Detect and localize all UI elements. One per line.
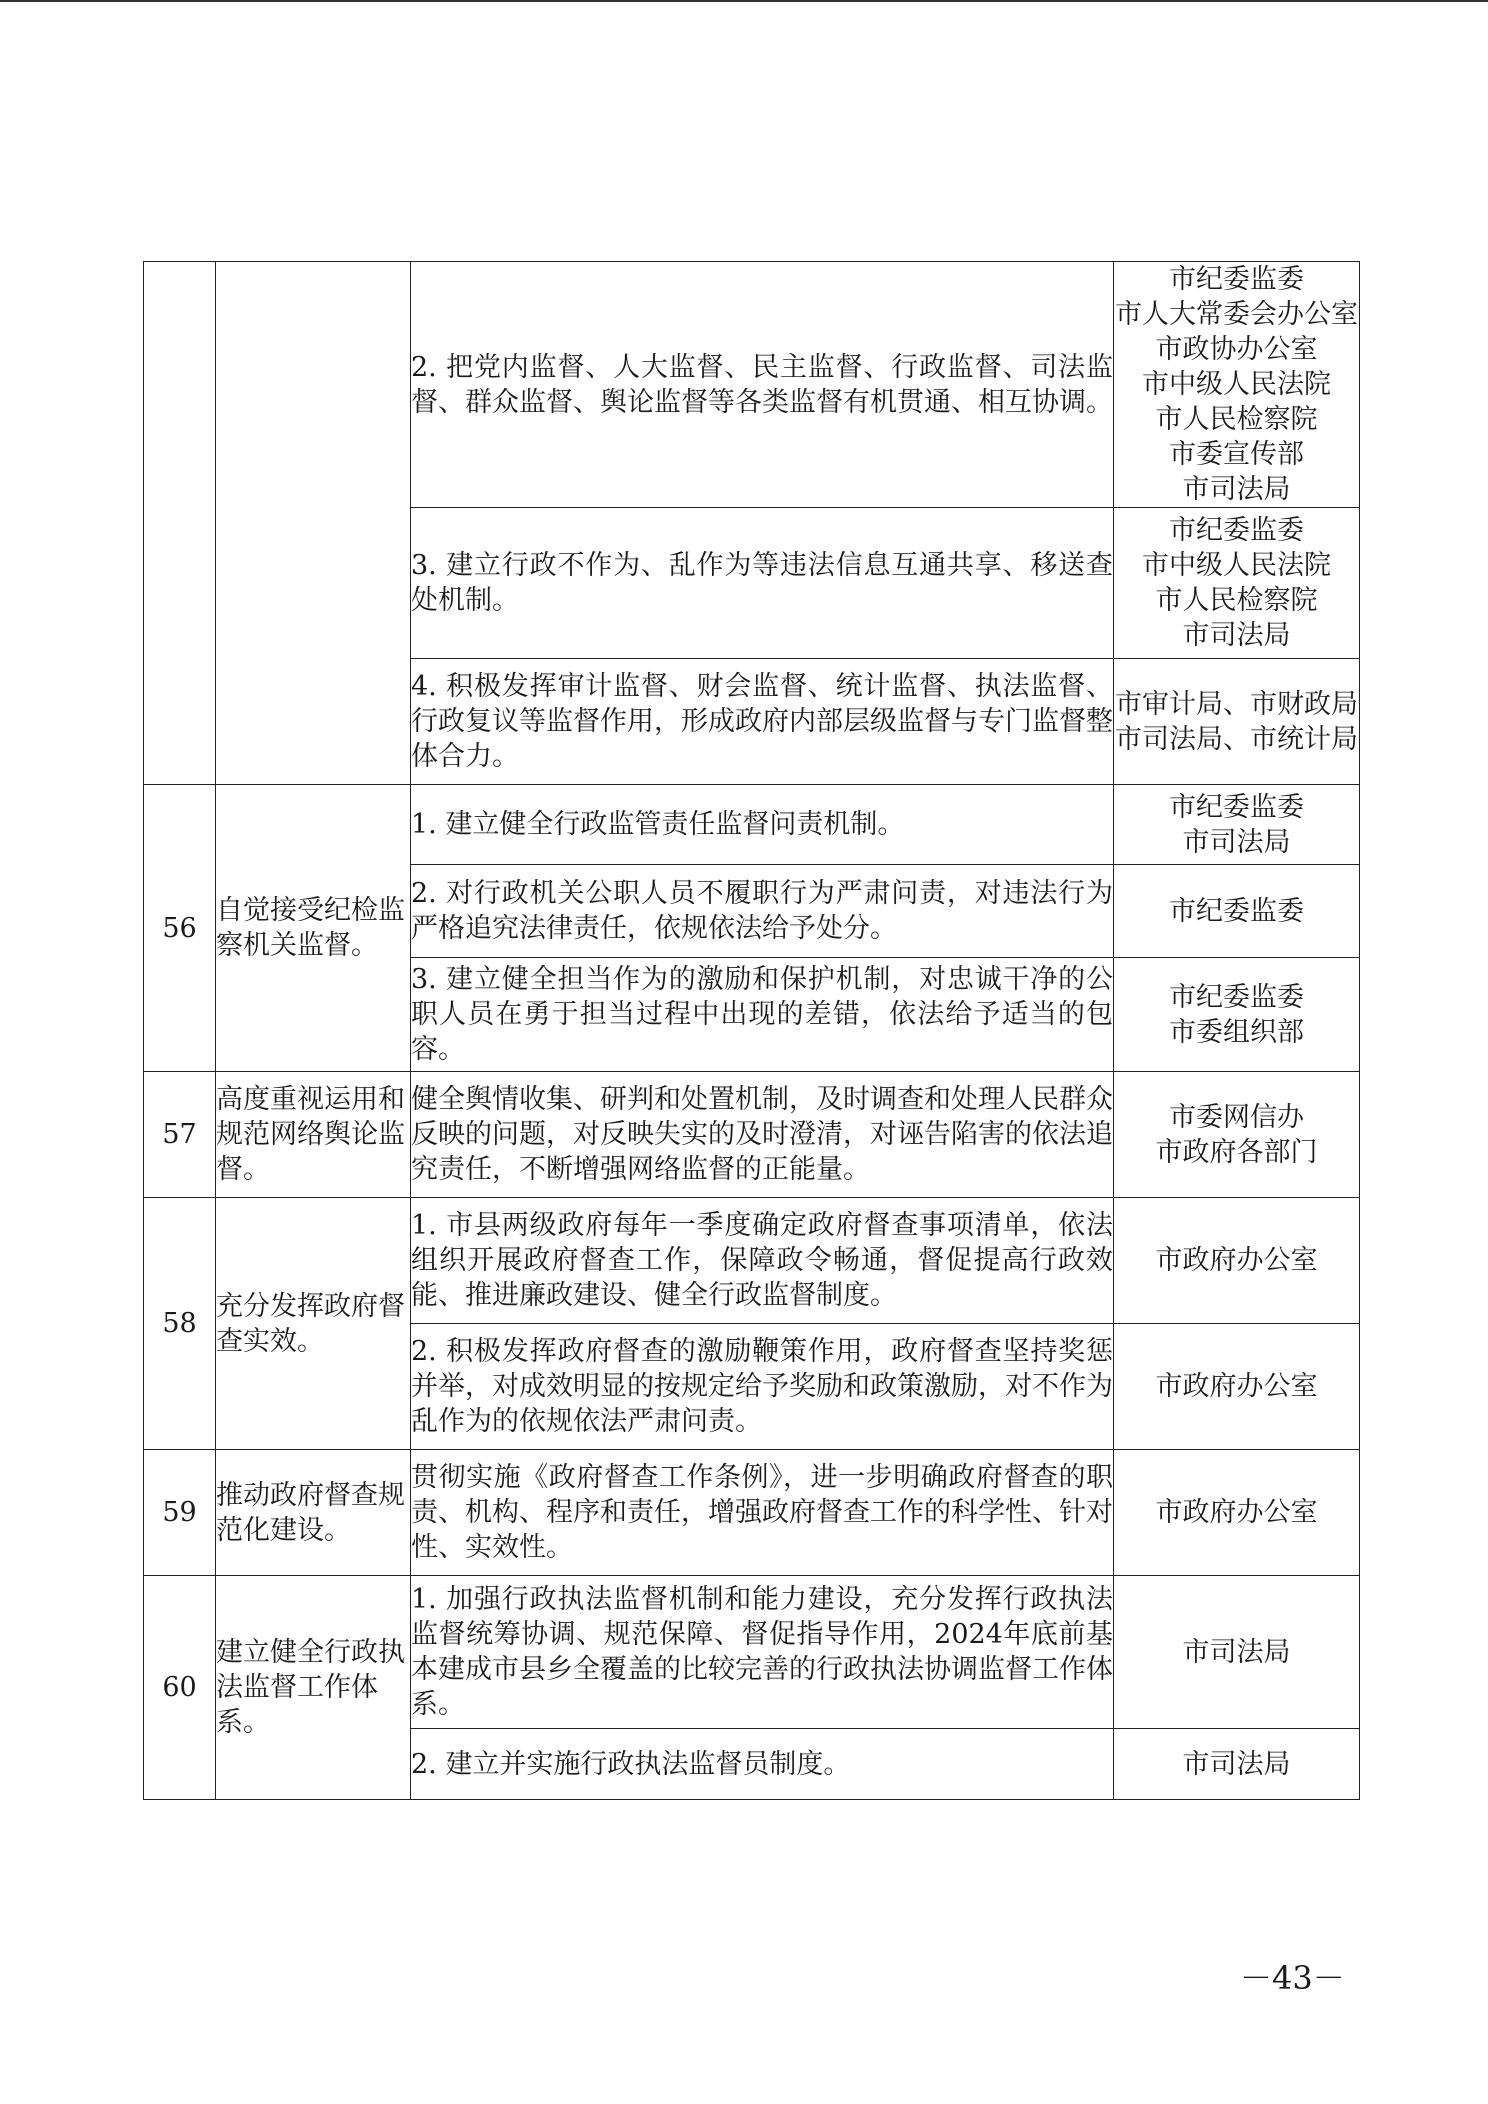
item-number-cell xyxy=(144,262,216,785)
responsible-dept-cell xyxy=(1114,958,1360,1072)
responsible-dept-cell xyxy=(1114,1729,1360,1800)
responsible-dept-cell xyxy=(1114,1450,1360,1576)
task-cell: 3. 建立健全担当作为的激励和保护机制，对忠诚干净的公职人员在勇于担当过程中出现的差错，依法给予适当的包容。 xyxy=(411,958,1114,1072)
item-number-cell: 57 xyxy=(144,1072,216,1198)
item-title-cell: 推动政府督查规范化建设。 xyxy=(216,1450,411,1576)
item-number-cell: 56 xyxy=(144,785,216,1072)
responsible-dept-cell xyxy=(1114,659,1360,785)
dept-name: 市纪委监委 xyxy=(1169,981,1304,1013)
table-row xyxy=(144,1072,1360,1198)
dept-name: 市人民检察院 xyxy=(1155,585,1318,616)
dept-name: 市纪委监委 xyxy=(1169,264,1304,295)
task-cell: 健全舆情收集、研判和处置机制，及时调查和处理人民群众反映的问题，对反映失实的及时澄清，对诬告陷害的依法追究责任，不断增强网络监督的正能量。 xyxy=(411,1072,1114,1198)
table-row xyxy=(144,1198,1360,1324)
task-cell: 贯彻实施《政府督查工作条例》，进一步明确政府督查的职责、机构、程序和责任，增强政府督查工作的科学性、针对性、实效性。 xyxy=(411,1450,1114,1576)
dept-name: 市政协办公室 xyxy=(1155,334,1318,365)
item-title-cell: 高度重视运用和规范网络舆论监督。 xyxy=(216,1072,411,1198)
responsible-dept-cell xyxy=(1114,785,1360,865)
item-title-cell: 充分发挥政府督查实效。 xyxy=(216,1198,411,1450)
supervision-task-table xyxy=(143,261,1360,1800)
task-cell: 1. 建立健全行政监管责任监督问责机制。 xyxy=(411,785,1114,865)
dept-name: 市政府各部门 xyxy=(1155,1136,1318,1168)
item-number-cell: 60 xyxy=(144,1576,216,1800)
task-cell: 1. 市县两级政府每年一季度确定政府督查事项清单，依法组织开展政府督查工作，保障政令畅通，督促提高行政效能、推进廉政建设、健全行政监督制度。 xyxy=(411,1198,1114,1324)
task-cell: 4. 积极发挥审计监督、财会监督、统计监督、执法监督、行政复议等监督作用，形成政府内部层级监督与专门监督整体合力。 xyxy=(411,659,1114,785)
table-row xyxy=(144,1450,1360,1576)
item-title-cell xyxy=(216,262,411,785)
responsible-dept-cell xyxy=(1114,1072,1360,1198)
dept-name: 市中级人民法院 xyxy=(1142,550,1331,581)
table-row xyxy=(144,785,1360,865)
dept-name: 市纪委监委 xyxy=(1169,895,1304,927)
dept-name: 市审计局、市财政局 xyxy=(1115,688,1358,720)
responsible-dept-cell xyxy=(1114,262,1360,508)
responsible-dept-cell xyxy=(1114,1198,1360,1324)
dept-name: 市司法局 xyxy=(1182,1748,1291,1780)
top-border-line xyxy=(0,0,1488,2)
item-number-cell: 58 xyxy=(144,1198,216,1450)
dept-name: 市政府办公室 xyxy=(1155,1497,1318,1528)
dept-name: 市委网信办 xyxy=(1169,1101,1304,1133)
dept-name: 市司法局、市统计局 xyxy=(1115,723,1358,755)
dept-name: 市政府办公室 xyxy=(1155,1245,1318,1276)
dept-name: 市政府办公室 xyxy=(1155,1371,1318,1402)
dept-name: 市人大常委会办公室 xyxy=(1115,299,1358,330)
table-row xyxy=(144,262,1360,508)
dept-name: 市纪委监委 xyxy=(1169,515,1304,546)
task-cell: 2. 把党内监督、人大监督、民主监督、行政监督、司法监督、群众监督、舆论监督等各类监督有机贯通、相互协调。 xyxy=(411,262,1114,508)
responsible-dept-cell xyxy=(1114,508,1360,659)
task-cell: 1. 加强行政执法监督机制和能力建设，充分发挥行政执法监督统筹协调、规范保障、督促指导作用，2024年底前基本建成市县乡全覆盖的比较完善的行政执法协调监督工作体系。 xyxy=(411,1576,1114,1729)
task-cell: 2. 建立并实施行政执法监督员制度。 xyxy=(411,1729,1114,1800)
task-cell: 2. 对行政机关公职人员不履职行为严肃问责，对违法行为严格追究法律责任，依规依法给予处分。 xyxy=(411,865,1114,958)
dept-name: 市中级人民法院 xyxy=(1142,369,1331,400)
dept-name: 市人民检察院 xyxy=(1155,404,1318,435)
item-title-cell: 自觉接受纪检监察机关监督。 xyxy=(216,785,411,1072)
page-number: －43－ xyxy=(1240,1959,1345,1997)
item-number-cell: 59 xyxy=(144,1450,216,1576)
item-title-cell: 建立健全行政执法监督工作体系。 xyxy=(216,1576,411,1800)
responsible-dept-cell xyxy=(1114,1324,1360,1450)
dept-name: 市委宣传部 xyxy=(1169,439,1304,470)
dept-name: 市司法局 xyxy=(1182,826,1291,858)
responsible-dept-cell xyxy=(1114,865,1360,958)
responsible-dept-cell xyxy=(1114,1576,1360,1729)
table-row xyxy=(144,1576,1360,1729)
dept-name: 市司法局 xyxy=(1182,474,1291,505)
dept-name: 市司法局 xyxy=(1182,1636,1291,1668)
dept-name: 市司法局 xyxy=(1182,620,1291,651)
task-cell: 2. 积极发挥政府督查的激励鞭策作用，政府督查坚持奖惩并举，对成效明显的按规定给予奖励和政策激励，对不作为乱作为的依规依法严肃问责。 xyxy=(411,1324,1114,1450)
dept-name: 市委组织部 xyxy=(1169,1016,1304,1048)
task-cell: 3. 建立行政不作为、乱作为等违法信息互通共享、移送查处机制。 xyxy=(411,508,1114,659)
dept-name: 市纪委监委 xyxy=(1169,791,1304,823)
